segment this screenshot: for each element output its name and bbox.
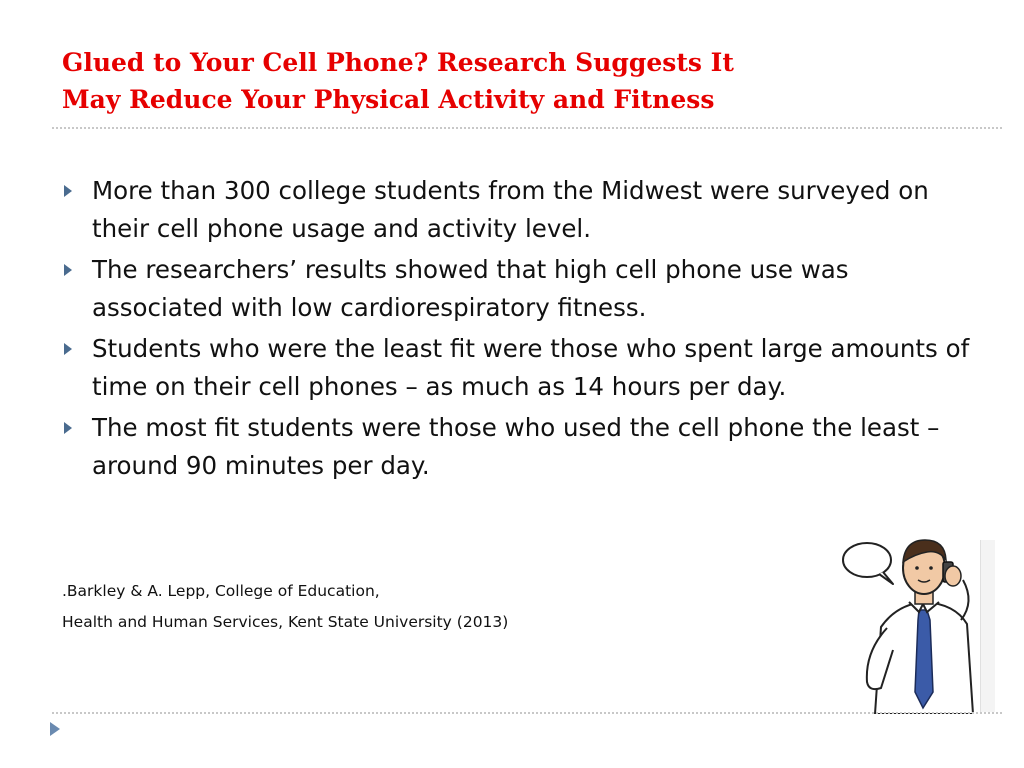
- bullet-text: The most fit students were those who used the cell phone the least – around 90 minutes per day.: [92, 413, 940, 480]
- bullet-list: [56, 172, 976, 488]
- footer-divider: [52, 712, 1002, 714]
- bullet-item: [56, 251, 976, 326]
- bullet-item: [56, 172, 976, 247]
- triangle-right-icon: [64, 264, 72, 276]
- bullet-text: Students who were the least fit were those who spent large amounts of time on their cell phones – as much as 14 hours per day.: [92, 334, 970, 401]
- citation-line-1: .Barkley & A. Lepp, College of Education,: [62, 582, 380, 600]
- slide-title: [62, 44, 962, 118]
- citation-line-2: Health and Human Services, Kent State University (2013): [62, 613, 509, 631]
- triangle-right-icon: [64, 343, 72, 355]
- bullet-text: More than 300 college students from the Midwest were surveyed on their cell phone usage and activity level.: [92, 176, 929, 243]
- slide-title-line-2: May Reduce Your Physical Activity and Fitness: [62, 85, 715, 114]
- title-divider: [52, 127, 1002, 129]
- bullet-text: The researchers’ results showed that high cell phone use was associated with low cardiorespiratory fitness.: [92, 255, 849, 322]
- slide-nav-arrow-icon[interactable]: [50, 722, 60, 736]
- triangle-right-icon: [64, 422, 72, 434]
- man-on-phone-illustration: [835, 532, 995, 714]
- bullet-item: [56, 330, 976, 405]
- bullet-item: [56, 409, 976, 484]
- triangle-right-icon: [64, 185, 72, 197]
- slide-title-line-1: Glued to Your Cell Phone? Research Suggests It: [62, 48, 734, 77]
